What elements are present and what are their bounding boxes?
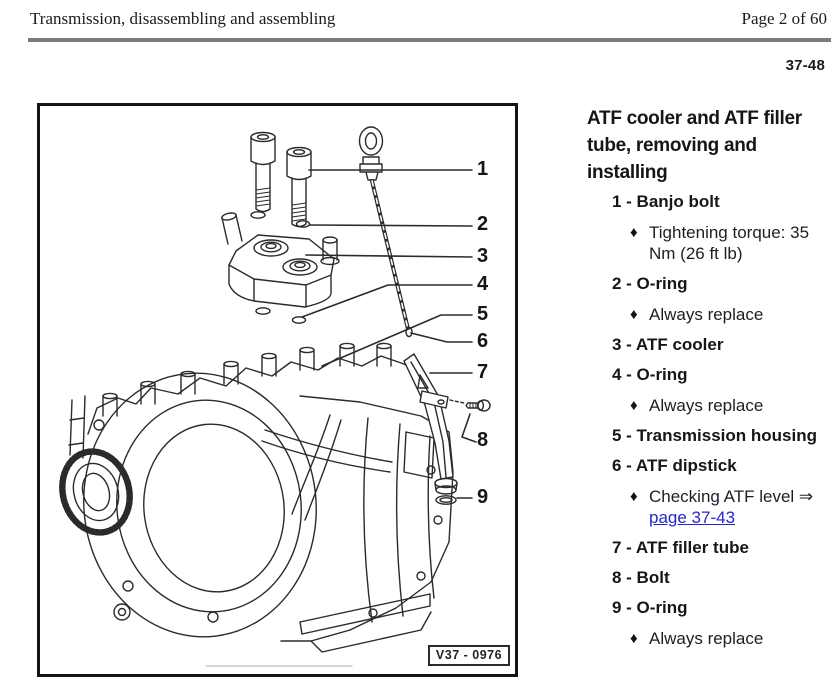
part-item-9: 9 - O-ring [612,598,688,617]
transmission-diagram [40,106,515,674]
transmission-housing-part [53,343,453,652]
callout-number-1: 1 [477,158,489,180]
atf-dipstick-part [360,127,413,337]
part-note [630,222,815,264]
part-item-3: 3 - ATF cooler [612,335,724,354]
callout-number-7: 7 [477,361,489,383]
diamond-bullet-icon: ♦ [630,630,638,647]
part-item-6: 6 - ATF dipstick [612,456,737,475]
part-item-4: 4 - O-ring [612,365,688,384]
diamond-bullet-icon: ♦ [630,306,638,323]
part-note [630,486,815,528]
section-heading: ATF cooler and ATF filler tube, removing and installing [587,108,802,183]
atf-filler-tube-part [404,354,457,504]
page-link[interactable]: page 37-43 [649,508,736,527]
callout-number-3: 3 [477,245,489,267]
part-item-5: 5 - Transmission housing [612,426,817,445]
note-text: Checking ATF level ⇒ page 37-43 [649,487,814,527]
callout-number-4: 4 [477,273,489,295]
small-bolt-part [450,400,490,411]
part-item-7: 7 - ATF filler tube [612,538,749,557]
page-number: Page 2 of 60 [741,9,827,28]
callout-number-9: 9 [477,486,489,508]
diamond-bullet-icon: ♦ [630,397,638,414]
diamond-bullet-icon: ♦ [630,488,638,505]
callout-number-6: 6 [477,330,489,352]
parts-list [587,192,840,649]
note-text: Always replace [649,396,764,415]
note-text: Tightening torque: 35 Nm (26 ft lb) [649,223,810,263]
figure-box [37,103,518,677]
figure-label: V37 - 0976 [428,645,510,666]
header-divider [28,38,831,42]
header-title: Transmission, disassembling and assembling [30,9,336,28]
section-number: 37-48 [785,57,825,74]
part-item-1: 1 - Banjo bolt [612,192,720,211]
callout-number-8: 8 [477,429,489,451]
atf-cooler-part [221,212,339,307]
part-note [630,395,815,416]
part-note [630,628,815,649]
content-column [587,105,840,659]
note-text: Always replace [649,305,764,324]
callout-number-2: 2 [477,213,489,235]
part-item-2: 2 - O-ring [612,274,688,293]
diamond-bullet-icon: ♦ [630,224,638,241]
callout-number-5: 5 [477,303,489,325]
note-text: Always replace [649,629,764,648]
part-note [630,304,815,325]
part-item-8: 8 - Bolt [612,568,670,587]
